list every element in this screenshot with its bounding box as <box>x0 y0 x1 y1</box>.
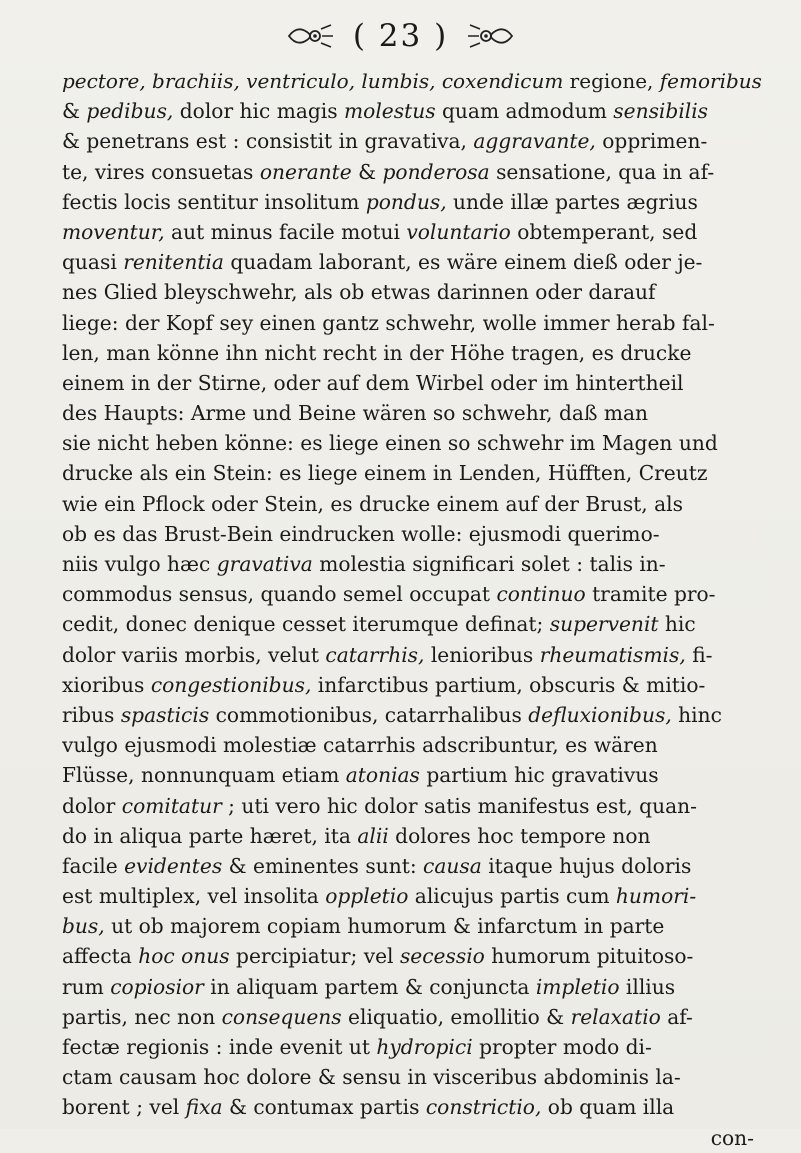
text-segment: pondus, <box>365 189 447 214</box>
left-ornament-icon <box>285 23 335 49</box>
text-segment: dolores hoc tempore non <box>388 823 651 848</box>
text-line <box>62 519 762 549</box>
text-segment: ut ob majorem copiam humorum & infarctum in parte <box>104 914 665 939</box>
text-segment: te, vires consuetas <box>62 159 260 184</box>
text-segment: spasticis <box>120 702 210 727</box>
text-segment: commodus sensus, quando semel occupat <box>62 582 497 607</box>
text-segment: fixa <box>185 1095 223 1120</box>
text-segment: drucke als ein Stein: es liege einem in Lenden, Hüfften, Creutz <box>62 461 708 486</box>
text-line <box>62 398 762 428</box>
text-line <box>62 730 762 760</box>
page-number: ( 23 ) <box>352 18 449 54</box>
text-segment: quam admodum <box>435 99 614 124</box>
text-segment: hoc onus <box>138 944 230 969</box>
text-line <box>62 972 762 1002</box>
text-segment: ; uti vero hic dolor satis manifestus est, quan- <box>221 793 697 818</box>
text-line <box>62 760 762 790</box>
text-line <box>62 941 762 971</box>
text-segment: facile <box>62 853 125 878</box>
text-segment: secessio <box>399 944 485 969</box>
text-segment: moventur, <box>62 219 165 244</box>
text-segment: defluxionibus, <box>528 702 672 727</box>
body-text <box>62 66 762 1153</box>
text-segment: borent ; vel <box>62 1095 186 1120</box>
text-segment: dolor <box>62 793 122 818</box>
text-line <box>62 1062 762 1092</box>
text-segment: femoribus <box>659 69 762 93</box>
text-segment: relaxatio <box>570 1004 661 1029</box>
text-segment: causa <box>423 853 482 878</box>
text-segment: bus, <box>62 914 105 939</box>
text-segment: sie nicht heben könne: es liege einen so schwehr im Magen und <box>62 431 718 456</box>
page-header <box>0 16 801 56</box>
text-segment: obtemperant, sed <box>510 219 698 244</box>
text-segment: propter modo di- <box>472 1035 652 1059</box>
text-segment: vulgo ejusmodi molestiæ catarrhis adscribuntur, es wären <box>62 733 658 758</box>
text-segment: wie ein Pflock oder Stein, es drucke einem auf der Brust, als <box>62 491 683 516</box>
text-segment: quasi <box>62 250 124 275</box>
text-line <box>62 277 762 307</box>
text-segment: oppletio <box>325 884 409 909</box>
text-segment: evidentes <box>124 853 223 878</box>
text-segment: tramite pro- <box>585 582 716 607</box>
text-segment: & <box>62 99 87 124</box>
text-segment: impletio <box>535 974 620 999</box>
text-segment: ob es das Brust-Bein eindrucken wolle: ejusmodi querimo- <box>62 521 660 546</box>
text-line <box>62 126 762 156</box>
text-segment: do in aliqua parte hæret, ita <box>62 823 358 848</box>
text-segment: hydropici <box>376 1035 473 1059</box>
text-segment: in aliquam partem & conjuncta <box>203 974 536 999</box>
text-segment: & contumax partis <box>222 1095 426 1120</box>
text-segment: xioribus <box>62 672 151 697</box>
text-line <box>62 1032 762 1062</box>
text-segment: onerante <box>259 159 352 184</box>
text-segment: partis, nec non <box>62 1004 222 1029</box>
text-segment: copiosior <box>110 974 204 999</box>
text-segment: continuo <box>496 582 586 607</box>
text-line <box>62 1123 762 1153</box>
text-segment: nes Glied bleyschwehr, als ob etwas darinnen oder darauf <box>62 280 656 305</box>
text-segment: affecta <box>62 944 139 969</box>
text-line <box>62 549 762 579</box>
text-line <box>62 308 762 338</box>
text-segment: eliquatio, emollitio & <box>341 1004 571 1029</box>
text-segment: niis vulgo hæc <box>62 552 217 576</box>
text-segment: hic <box>658 612 696 637</box>
text-segment: aut minus facile motui <box>164 219 407 244</box>
text-segment: alii <box>357 823 389 848</box>
text-segment: partium hic gravativus <box>419 763 659 788</box>
text-line <box>62 911 762 941</box>
text-segment: est multiplex, vel insolita <box>62 884 326 909</box>
text-segment: percipiatur; vel <box>229 944 400 969</box>
text-segment: humori- <box>615 884 697 909</box>
text-line <box>62 821 762 851</box>
text-segment: pedibus, <box>86 99 174 124</box>
text-segment: & <box>351 159 383 184</box>
text-segment: regione, <box>563 69 660 93</box>
text-line <box>62 851 762 881</box>
text-segment: Flüsse, nonnunquam etiam <box>62 763 346 788</box>
text-line <box>62 428 762 458</box>
text-segment: einem in der Stirne, oder auf dem Wirbel oder im hintertheil <box>62 370 684 395</box>
text-line <box>62 217 762 247</box>
text-segment: comitatur <box>121 793 222 818</box>
text-segment: ctam causam hoc dolore & sensu in visceribus abdominis la- <box>62 1065 681 1090</box>
text-segment: commotionibus, catarrhalibus <box>209 702 529 727</box>
text-segment: ob quam illa <box>541 1095 675 1120</box>
text-segment: cedit, donec denique cesset iterumque definat; <box>62 612 550 637</box>
text-line <box>62 458 762 488</box>
text-segment: sensatione, qua in af- <box>489 159 715 184</box>
text-segment: ponderosa <box>382 159 490 184</box>
text-segment: catarrhis, <box>325 642 425 667</box>
text-line <box>62 700 762 730</box>
text-segment: renitentia <box>123 250 224 275</box>
text-segment: dolor hic magis <box>173 99 345 124</box>
text-segment: len, man könne ihn nicht recht in der Höhe tragen, es drucke <box>62 340 692 365</box>
text-segment: opprimen- <box>595 129 708 154</box>
text-segment: itaque hujus doloris <box>481 853 692 878</box>
text-line <box>62 791 762 821</box>
text-segment: fectæ regionis : inde evenit ut <box>62 1035 377 1059</box>
text-segment: humorum pituitoso- <box>484 944 694 969</box>
text-segment: infarctibus partium, obscuris & mitio- <box>311 672 706 697</box>
text-segment: & eminentes sunt: <box>222 853 424 878</box>
text-line <box>62 609 762 639</box>
text-segment: con- <box>710 1125 754 1150</box>
text-segment: pectore, brachiis, ventriculo, lumbis, coxendicum <box>62 69 564 93</box>
text-line <box>62 640 762 670</box>
text-segment: illius <box>619 974 676 999</box>
text-segment: alicujus partis cum <box>408 884 616 909</box>
text-segment: constrictio, <box>425 1095 542 1120</box>
text-line <box>62 338 762 368</box>
text-line <box>62 247 762 277</box>
text-line <box>62 66 762 96</box>
text-segment: rum <box>62 974 111 999</box>
text-segment: ribus <box>62 702 121 727</box>
text-segment: lenioribus <box>424 642 540 667</box>
text-line <box>62 489 762 519</box>
text-segment: hinc <box>671 702 722 727</box>
text-segment: consequens <box>221 1004 342 1029</box>
text-line <box>62 368 762 398</box>
text-segment: fi- <box>685 642 713 667</box>
text-segment: dolor variis morbis, velut <box>62 642 326 667</box>
text-line <box>62 670 762 700</box>
text-segment: fectis locis sentitur insolitum <box>62 189 366 214</box>
text-segment: rheumatismis, <box>539 642 686 667</box>
text-segment: congestionibus, <box>150 672 312 697</box>
text-segment: unde illæ partes ægrius <box>446 189 698 214</box>
text-segment: voluntario <box>406 219 511 244</box>
text-segment: & penetrans est : consistit in gravativa, <box>62 129 474 154</box>
text-segment: des Haupts: Arme und Beine wären so schwehr, daß man <box>62 401 649 426</box>
text-segment: supervenit <box>549 612 659 637</box>
text-line <box>62 187 762 217</box>
text-segment: aggravante, <box>473 129 596 154</box>
text-segment: molestus <box>344 99 436 124</box>
text-line <box>62 881 762 911</box>
text-segment: atonias <box>345 763 420 788</box>
text-line <box>62 96 762 126</box>
text-line <box>62 157 762 187</box>
text-segment: af- <box>660 1004 693 1029</box>
text-line <box>62 579 762 609</box>
text-segment: molestia significari solet : talis in- <box>312 552 666 576</box>
text-segment: liege: der Kopf sey einen gantz schwehr, wolle immer herab fal- <box>62 310 715 335</box>
text-line <box>62 1002 762 1032</box>
text-segment: gravativa <box>216 552 313 576</box>
right-ornament-icon <box>466 23 516 49</box>
text-segment: quadam laborant, es wäre einem dieß oder je- <box>223 250 703 275</box>
text-line <box>62 1092 762 1122</box>
text-segment: sensibilis <box>613 99 709 124</box>
